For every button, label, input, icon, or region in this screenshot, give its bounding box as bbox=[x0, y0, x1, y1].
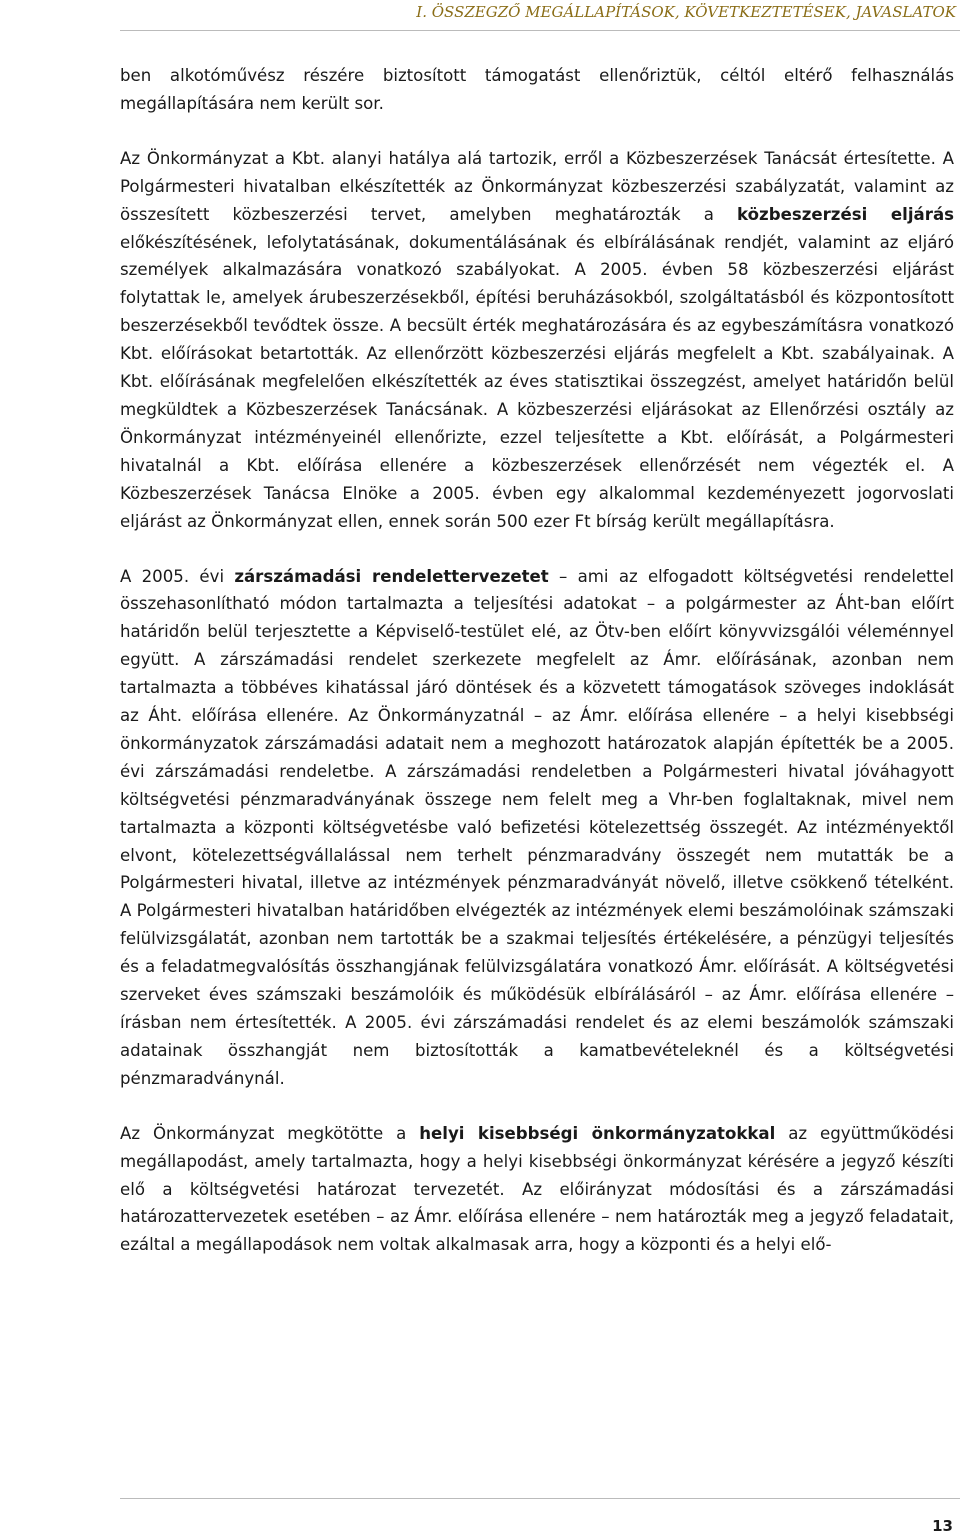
paragraph-4-text-a: Az Önkormányzat megkötötte a bbox=[120, 1123, 420, 1143]
paragraph-4-emphasis: helyi kisebbségi önkormányzatokkal bbox=[419, 1123, 776, 1143]
paragraph-2-text-a: Az Önkormányzat a Kbt. alanyi hatálya alá tartozik, erről a Közbeszerzések Tanácsát értesítette. A Polgármesteri hivatalban elkészítették az Önkormányzat közbeszerzési szabályzatát, valamint az összesített közbeszerzési tervet, amelyben meghatározták a bbox=[120, 148, 954, 224]
paragraph-2 bbox=[120, 145, 954, 536]
paragraph-3-text-a: A 2005. évi bbox=[120, 566, 235, 586]
page-number: 13 bbox=[932, 1517, 953, 1535]
paragraph-2-emphasis: közbeszerzési eljárás bbox=[737, 204, 955, 224]
paragraph-3 bbox=[120, 563, 954, 1093]
paragraph-4-text-b: az együttműködési megállapodást, amely tartalmazta, hogy a helyi kisebbségi önkormányzat kérésére a jegyző készíti elő a költségvetési határozat tervezetét. Az előirányzat módosítási és a zárszámadási határozattervezetek esetében – az Ámr. előírása ellenére – nem határozták meg a jegyző feladatait, ezáltal a megállapodások nem voltak alkalmasak arra, hogy a központi és a helyi elő- bbox=[120, 1123, 954, 1255]
paragraph-2-text-b: előkészítésének, lefolytatásának, dokumentálásának és elbírálásának rendjét, valamint az eljáró személyek alkalmazására vonatkozó szabályokat. A 2005. évben 58 közbeszerzési eljárást folytattak le, amelyek árubeszerzésekből, építési beruházásokból, szolgáltatásból és központosított beszerzésekből tevődtek össze. A becsült érték meghatározására és az egybeszámításra vonatkozó Kbt. előírásokat betartották. Az ellenőrzött közbeszerzési eljárás megfelelt a Kbt. szabályainak. A Kbt. előírásának megfelelően elkészítették az éves statisztikai összegzést, amelyet határidőn belül megküldtek a Közbeszerzések Tanácsának. A közbeszerzési eljárásokat az Ellenőrzési osztály az Önkormányzat intézményeinél ellenőrizte, ezzel teljesítette a Kbt. előírását, a Polgármesteri hivatalnál a Kbt. előírása ellenére a közbeszerzések ellenőrzését nem végezték el. A Közbeszerzések Tanácsa Elnöke a 2005. évben egy alkalommal kezdeményezett jogorvoslati eljárást az Önkormányzat ellen, ennek során 500 ezer Ft bírság került megállapításra. bbox=[120, 232, 954, 531]
page-body bbox=[120, 62, 954, 1259]
paragraph-1: ben alkotóművész részére biztosított támogatást ellenőriztük, céltól eltérő felhasználás megállapítására nem került sor. bbox=[120, 66, 954, 113]
paragraph-3-text-b: – ami az elfogadott költségvetési rendelettel összehasonlítható módon tartalmazta a teljesítési adatokat – a polgármester az Áht-ban előírt határidőn belül terjesztette a Képviselő-testület elé, az Ötv-ben előírt könyvvizsgálói véleménnyel együtt. A zárszámadási rendelet szerkezete megfelelt az Ámr. előírásának, azonban nem tartalmazta a többéves kihatással járó döntések és a közvetett támogatások szöveges indoklását az Áht. előírása ellenére. Az Önkormányzatnál – az Ámr. előírása ellenére – a helyi kisebbségi önkormányzatok zárszámadási adatait nem a meghozott határozatok alapján építették be a 2005. évi zárszámadási rendeletbe. A zárszámadási rendeletben a Polgármesteri hivatal jóváhagyott költségvetési pénzmaradványának összege nem felelt meg a Vhr-ben foglaltaknak, mivel nem tartalmazta a központi költségvetésbe való befizetési kötelezettség összegét. Az intézményektől elvont, kötelezettségvállalással nem terhelt pénzmaradvány összegét nem mutatták be a Polgármesteri hivatal, illetve az intézmények pénzmaradványát növelő, illetve csökkenő tételként. A Polgármesteri hivatalban határidőben elvégezték az intézmények elemi beszámolóinak számszaki felülvizsgálatát, azonban nem tartották be a szakmai teljesítés értékelésére, a pénzügyi teljesítés és a feladatmegvalósítás összhangjának felülvizsgálatára vonatkozó Ámr. előírását. A költségvetési szerveket éves számszaki beszámolóik és működésük elbírálásáról – az Ámr. előírása ellenére – írásban nem értesítették. A 2005. évi zárszámadási rendelet és az elemi beszámolók számszaki adatainak összhangját nem biztosították a kamatbevételeknél és a költségvetési pénzmaradványnál. bbox=[120, 566, 954, 1088]
footer-rule bbox=[120, 1498, 960, 1499]
paragraph-3-emphasis: zárszámadási rendelettervezetet bbox=[234, 566, 549, 586]
header-rule bbox=[120, 30, 960, 31]
paragraph-4 bbox=[120, 1120, 954, 1260]
running-header: I. ÖSSZEGZŐ MEGÁLLAPÍTÁSOK, KÖVETKEZTETÉSEK, JAVASLATOK bbox=[416, 3, 956, 21]
